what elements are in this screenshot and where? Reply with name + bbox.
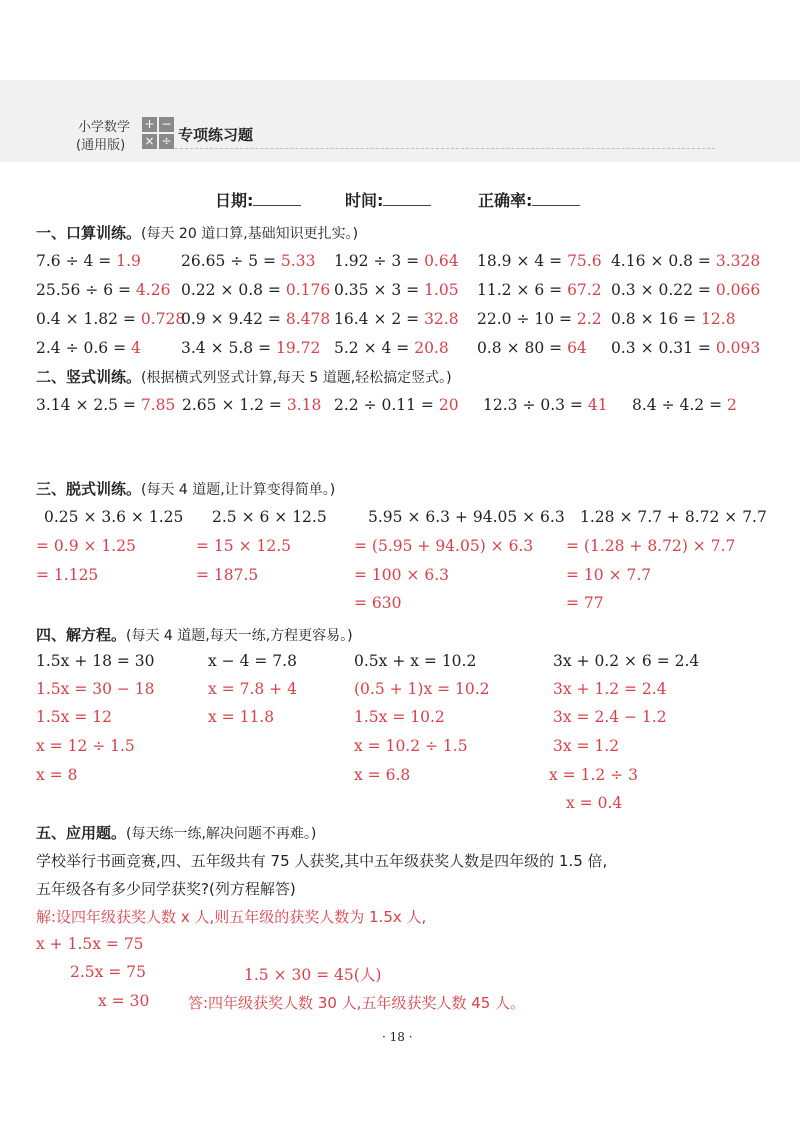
oral-problem: 0.4 × 1.82 = 0.728 [36, 310, 186, 328]
solution-line: 解:设四年级获奖人数 x 人,则五年级的获奖人数为 1.5x 人, [36, 908, 427, 926]
oral-problem: 0.3 × 0.31 = 0.093 [611, 339, 761, 357]
series-name: 小学数学 [78, 120, 131, 135]
oral-problem: 0.8 × 80 = 64 [477, 339, 587, 357]
time-field [345, 188, 431, 211]
vertical-problem: 8.4 ÷ 4.2 = 2 [632, 396, 737, 414]
series-edition: (通用版) [76, 138, 126, 153]
oral-problem: 25.56 ÷ 6 = 4.26 [36, 281, 171, 299]
oral-problem: 7.6 ÷ 4 = 1.9 [36, 252, 141, 270]
stepwise-step: = (5.95 + 94.05) × 6.3 [354, 537, 534, 555]
operator-icon [142, 117, 174, 149]
stepwise-step: = 77 [566, 594, 604, 612]
solution-line: x + 1.5x = 75 [36, 935, 144, 953]
accuracy-field [478, 188, 580, 211]
oral-problem: 1.92 ÷ 3 = 0.64 [334, 252, 459, 270]
stepwise-question: 1.28 × 7.7 + 8.72 × 7.7 [580, 508, 767, 526]
oral-problem: 22.0 ÷ 10 = 2.2 [477, 310, 602, 328]
date-label: 日期: [215, 191, 254, 210]
equation-question: x − 4 = 7.8 [208, 652, 297, 670]
accuracy-label: 正确率: [478, 191, 533, 210]
equation-step: x = 0.4 [566, 794, 623, 812]
oral-problem: 3.4 × 5.8 = 19.72 [181, 339, 321, 357]
equation-step: 1.5x = 10.2 [354, 708, 445, 726]
equation-question: 3x + 0.2 × 6 = 2.4 [553, 652, 700, 670]
oral-problem: 0.35 × 3 = 1.05 [334, 281, 459, 299]
times-icon: × [142, 134, 157, 149]
equation-step: x = 1.2 ÷ 3 [549, 766, 638, 784]
vertical-problem: 12.3 ÷ 0.3 = 41 [483, 396, 608, 414]
solution-line: x = 30 [98, 992, 150, 1010]
equation-step: x = 11.8 [208, 708, 275, 726]
stepwise-step: = 100 × 6.3 [354, 566, 449, 584]
solution-line: 2.5x = 75 [70, 963, 146, 981]
solution-line: 1.5 × 30 = 45(人) [244, 966, 382, 984]
equation-step: 3x = 1.2 [553, 737, 620, 755]
equation-step: 1.5x = 12 [36, 708, 112, 726]
stepwise-step: = 0.9 × 1.25 [36, 537, 136, 555]
oral-problem: 0.9 × 9.42 = 8.478 [181, 310, 331, 328]
equation-step: 3x = 2.4 − 1.2 [553, 708, 667, 726]
equation-question: 1.5x + 18 = 30 [36, 652, 155, 670]
date-field [215, 188, 301, 211]
oral-problem: 18.9 × 4 = 75.6 [477, 252, 602, 270]
vertical-problem: 2.65 × 1.2 = 3.18 [182, 396, 322, 414]
equation-step: x = 6.8 [354, 766, 411, 784]
stepwise-question: 2.5 × 6 × 12.5 [212, 508, 327, 526]
minus-icon: − [159, 117, 174, 132]
oral-problem: 0.8 × 16 = 12.8 [611, 310, 736, 328]
page-number: · 18 · [382, 1030, 413, 1044]
word-problem-text-2: 五年级各有多少同学获奖?(列方程解答) [36, 880, 296, 898]
divide-icon: ÷ [159, 134, 174, 149]
oral-problem: 11.2 × 6 = 67.2 [477, 281, 602, 299]
stepwise-step: = 630 [354, 594, 402, 612]
stepwise-question: 5.95 × 6.3 + 94.05 × 6.3 [368, 508, 565, 526]
stepwise-step: = (1.28 + 8.72) × 7.7 [566, 537, 736, 555]
oral-problem: 4.16 × 0.8 = 3.328 [611, 252, 761, 270]
time-label: 时间: [345, 191, 384, 210]
stepwise-step: = 15 × 12.5 [196, 537, 291, 555]
equation-step: (0.5 + 1)x = 10.2 [354, 680, 490, 698]
section-heading-word-problem: 五、应用题。(每天练一练,解决问题不再难。) [36, 824, 317, 842]
oral-problem: 5.2 × 4 = 20.8 [334, 339, 449, 357]
page-title: 专项练习题 [178, 126, 254, 144]
oral-problem: 0.3 × 0.22 = 0.066 [611, 281, 761, 299]
section-heading-vertical: 二、竖式训练。(根据横式列竖式计算,每天 5 道题,轻松搞定竖式。) [36, 368, 452, 386]
word-problem-text-1: 学校举行书画竞赛,四、五年级共有 75 人获奖,其中五年级获奖人数是四年级的 1.5 倍, [36, 852, 608, 870]
section-heading-stepwise: 三、脱式训练。(每天 4 道题,让计算变得简单。) [36, 480, 336, 498]
stepwise-step: = 10 × 7.7 [566, 566, 652, 584]
answer-line: 答:四年级获奖人数 30 人,五年级获奖人数 45 人。 [188, 994, 526, 1012]
vertical-problem: 3.14 × 2.5 = 7.85 [36, 396, 176, 414]
equation-step: x = 12 ÷ 1.5 [36, 737, 135, 755]
oral-problem: 2.4 ÷ 0.6 = 4 [36, 339, 141, 357]
vertical-problem: 2.2 ÷ 0.11 = 20 [334, 396, 459, 414]
stepwise-step: = 1.125 [36, 566, 99, 584]
equation-step: 3x + 1.2 = 2.4 [553, 680, 667, 698]
equation-step: x = 10.2 ÷ 1.5 [354, 737, 468, 755]
header-divider [175, 148, 715, 149]
section-heading-oral: 一、口算训练。(每天 20 道口算,基础知识更扎实。) [36, 224, 359, 242]
oral-problem: 26.65 ÷ 5 = 5.33 [181, 252, 316, 270]
equation-step: 1.5x = 30 − 18 [36, 680, 155, 698]
section-heading-equations: 四、解方程。(每天 4 道题,每天一练,方程更容易。) [36, 626, 353, 644]
plus-icon: + [142, 117, 157, 132]
oral-problem: 16.4 × 2 = 32.8 [334, 310, 459, 328]
stepwise-question: 0.25 × 3.6 × 1.25 [44, 508, 184, 526]
equation-step: x = 8 [36, 766, 78, 784]
stepwise-step: = 187.5 [196, 566, 259, 584]
equation-question: 0.5x + x = 10.2 [354, 652, 477, 670]
equation-step: x = 7.8 + 4 [208, 680, 297, 698]
oral-problem: 0.22 × 0.8 = 0.176 [181, 281, 331, 299]
